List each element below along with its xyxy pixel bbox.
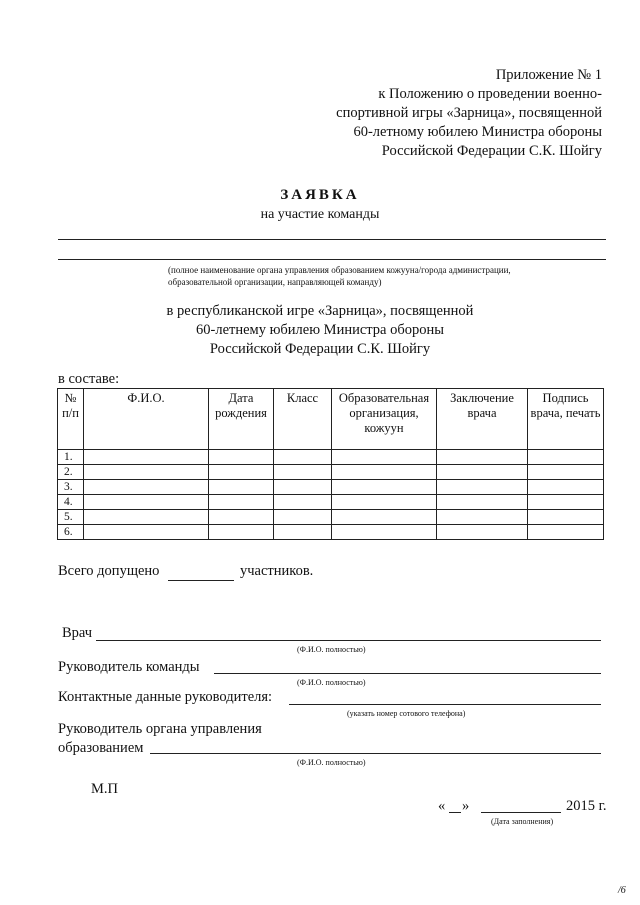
appendix-line: Российской Федерации С.К. Шойгу bbox=[381, 143, 602, 159]
cell-conclusion[interactable] bbox=[437, 450, 528, 465]
admitted-count-field[interactable] bbox=[168, 580, 234, 581]
cell-school[interactable] bbox=[332, 450, 437, 465]
cell-name[interactable] bbox=[84, 465, 209, 480]
cell-signature[interactable] bbox=[528, 495, 604, 510]
leader-name-field[interactable] bbox=[214, 673, 601, 674]
cell-school[interactable] bbox=[332, 510, 437, 525]
cell-grade[interactable] bbox=[274, 465, 332, 480]
row-number: 6. bbox=[58, 525, 84, 540]
cell-conclusion[interactable] bbox=[437, 480, 528, 495]
cell-conclusion[interactable] bbox=[437, 495, 528, 510]
cell-name[interactable] bbox=[84, 480, 209, 495]
authority-label-line1: Руководитель органа управления bbox=[58, 721, 262, 737]
game-line: в республиканской игре «Зарница», посвященной bbox=[166, 303, 474, 319]
row-number: 4. bbox=[58, 495, 84, 510]
cell-birthdate[interactable] bbox=[209, 480, 274, 495]
appendix-line: Приложение № 1 bbox=[495, 67, 602, 83]
cell-birthdate[interactable] bbox=[209, 525, 274, 540]
appendix-header bbox=[302, 66, 602, 161]
cell-birthdate[interactable] bbox=[209, 450, 274, 465]
col-name: Ф.И.О. bbox=[84, 389, 209, 450]
cell-name[interactable] bbox=[84, 450, 209, 465]
col-school: Образовательная организация, кожуун bbox=[332, 389, 437, 450]
leader-caption: (Ф.И.О. полностью) bbox=[297, 678, 366, 687]
cell-school[interactable] bbox=[332, 465, 437, 480]
cell-school[interactable] bbox=[332, 495, 437, 510]
date-month-field[interactable] bbox=[481, 812, 561, 813]
organization-caption: (полное наименование органа управления образованием кожууна/города администрации, образовательной организации, направляющей команду) bbox=[168, 265, 511, 287]
cell-signature[interactable] bbox=[528, 465, 604, 480]
cell-birthdate[interactable] bbox=[209, 495, 274, 510]
authority-caption: (Ф.И.О. полностью) bbox=[297, 758, 366, 767]
admitted-suffix: участников. bbox=[240, 563, 314, 579]
col-grade: Класс bbox=[274, 389, 332, 450]
cell-birthdate[interactable] bbox=[209, 510, 274, 525]
col-doctor-signature: Подпись врача, печать bbox=[528, 389, 604, 450]
doctor-label: Врач bbox=[62, 625, 93, 641]
stamp-place: М.П bbox=[91, 781, 118, 797]
appendix-line: к Положению о проведении военно- bbox=[378, 86, 602, 102]
date-close-quote: » bbox=[462, 798, 470, 814]
game-line: Российской Федерации С.К. Шойгу bbox=[209, 341, 431, 357]
cell-name[interactable] bbox=[84, 510, 209, 525]
contact-label: Контактные данные руководителя: bbox=[58, 689, 273, 705]
cell-grade[interactable] bbox=[274, 495, 332, 510]
row-number: 3. bbox=[58, 480, 84, 495]
row-number: 1. bbox=[58, 450, 84, 465]
page-mark: /6 bbox=[618, 885, 626, 896]
date-open-quote: « bbox=[438, 798, 446, 814]
cell-conclusion[interactable] bbox=[437, 465, 528, 480]
cell-signature[interactable] bbox=[528, 525, 604, 540]
cell-signature[interactable] bbox=[528, 450, 604, 465]
cell-signature[interactable] bbox=[528, 480, 604, 495]
cell-school[interactable] bbox=[332, 480, 437, 495]
table-row bbox=[58, 480, 604, 495]
organization-line-2[interactable] bbox=[58, 259, 606, 260]
cell-name[interactable] bbox=[84, 495, 209, 510]
appendix-line: 60-летному юбилею Министра обороны bbox=[353, 124, 602, 140]
date-day-field[interactable] bbox=[449, 812, 461, 813]
col-number: № п/п bbox=[58, 389, 84, 450]
admitted-prefix: Всего допущено bbox=[58, 563, 160, 579]
doctor-caption: (Ф.И.О. полностью) bbox=[297, 645, 366, 654]
table-row bbox=[58, 450, 604, 465]
row-number: 5. bbox=[58, 510, 84, 525]
contact-caption: (указать номер сотового телефона) bbox=[347, 709, 466, 718]
roster-table bbox=[57, 388, 604, 540]
date-year: 2015 г. bbox=[566, 798, 607, 814]
authority-label-line2: образованием bbox=[58, 740, 144, 756]
cell-birthdate[interactable] bbox=[209, 465, 274, 480]
organization-line-1[interactable] bbox=[58, 239, 606, 240]
cell-conclusion[interactable] bbox=[437, 525, 528, 540]
game-line: 60-летнему юбилею Министра обороны bbox=[196, 322, 444, 338]
cell-grade[interactable] bbox=[274, 480, 332, 495]
table-row bbox=[58, 525, 604, 540]
table-row bbox=[58, 465, 604, 480]
cell-grade[interactable] bbox=[274, 510, 332, 525]
cell-signature[interactable] bbox=[528, 510, 604, 525]
composition-label: в составе: bbox=[58, 371, 120, 387]
document-subtitle: на участие команды bbox=[260, 207, 380, 222]
cell-grade[interactable] bbox=[274, 450, 332, 465]
col-birthdate: Дата рождения bbox=[209, 389, 274, 450]
game-description bbox=[0, 302, 640, 359]
cell-conclusion[interactable] bbox=[437, 510, 528, 525]
cell-name[interactable] bbox=[84, 525, 209, 540]
contact-phone-field[interactable] bbox=[289, 704, 601, 705]
cell-school[interactable] bbox=[332, 525, 437, 540]
col-doctor-conclusion: Заключение врача bbox=[437, 389, 528, 450]
authority-name-field[interactable] bbox=[150, 753, 601, 754]
cell-grade[interactable] bbox=[274, 525, 332, 540]
document-title: ЗАЯВКА bbox=[280, 187, 360, 203]
table-row bbox=[58, 495, 604, 510]
table-header-row bbox=[58, 389, 604, 450]
row-number: 2. bbox=[58, 465, 84, 480]
leader-label: Руководитель команды bbox=[58, 659, 200, 675]
table-row bbox=[58, 510, 604, 525]
date-caption: (Дата заполнения) bbox=[491, 817, 554, 826]
doctor-name-field[interactable] bbox=[96, 640, 601, 641]
appendix-line: спортивной игры «Зарница», посвященной bbox=[336, 105, 602, 121]
